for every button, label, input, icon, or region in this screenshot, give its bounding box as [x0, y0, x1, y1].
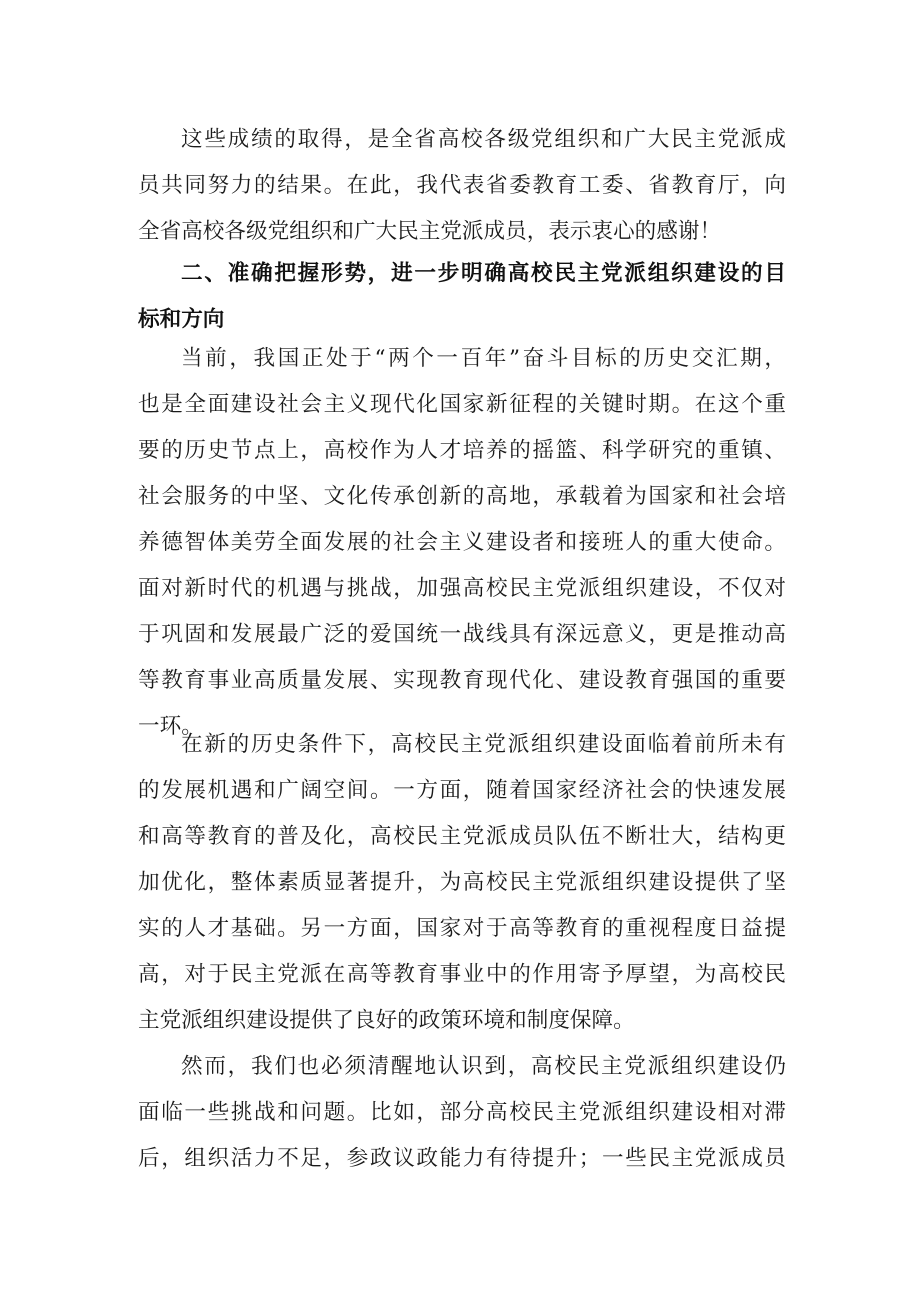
heading-line: 标和方向: [138, 307, 225, 332]
paragraph-3: [138, 722, 786, 1044]
paragraph-line: 全省高校各级党组织和广大民主党派成员，表示衷心的感谢！: [138, 219, 722, 244]
paragraph-line: 社会服务的中坚、文化传承创新的高地，承载着为国家和社会培: [138, 484, 786, 509]
paragraph-line: 当前，我国正处于“两个一百年”奋斗目标的历史交汇期，: [181, 346, 786, 371]
paragraph-line: 面临一些挑战和问题。比如，部分高校民主党派组织建设相对滞: [138, 1100, 786, 1125]
paragraph-line: 员共同努力的结果。在此，我代表省委教育工委、省教育厅，向: [138, 173, 786, 198]
paragraph-line: 等教育事业高质量发展、实现教育现代化、建设教育强国的重要: [138, 668, 786, 693]
paragraph-line: 的发展机遇和广阔空间。一方面，随着国家经济社会的快速发展: [138, 778, 786, 803]
paragraph-line: 要的历史节点上，高校作为人才培养的摇篮、科学研究的重镇、: [138, 438, 786, 463]
paragraph-line: 加优化，整体素质显著提升，为高校民主党派组织建设提供了坚: [138, 870, 786, 895]
paragraph-line: 主党派组织建设提供了良好的政策环境和制度保障。: [138, 1008, 635, 1033]
paragraph-line: 也是全面建设社会主义现代化国家新征程的关键时期。在这个重: [138, 392, 786, 417]
paragraph-line: 高，对于民主党派在高等教育事业中的作用寄予厚望，为高校民: [138, 962, 786, 987]
heading-line: 二、准确把握形势，进一步明确高校民主党派组织建设的目: [181, 261, 786, 286]
paragraph-line: 面对新时代的机遇与挑战，加强高校民主党派组织建设，不仅对: [138, 576, 786, 601]
paragraph-line: 于巩固和发展最广泛的爱国统一战线具有深远意义，更是推动高: [138, 622, 786, 647]
paragraph-2: [138, 336, 786, 750]
paragraph-1: [138, 117, 786, 255]
paragraph-line: 然而，我们也必须清醒地认识到，高校民主党派组织建设仍: [181, 1054, 786, 1079]
paragraph-line: 和高等教育的普及化，高校民主党派成员队伍不断壮大，结构更: [138, 824, 786, 849]
paragraph-4: [138, 1044, 786, 1182]
paragraph-line: 在新的历史条件下，高校民主党派组织建设面临着前所未有: [181, 732, 786, 757]
paragraph-line: 后，组织活力不足，参政议政能力有待提升；一些民主党派成员: [138, 1146, 786, 1171]
paragraph-line: 养德智体美劳全面发展的社会主义建设者和接班人的重大使命。: [138, 530, 786, 555]
paragraph-line: 实的人才基础。另一方面，国家对于高等教育的重视程度日益提: [138, 916, 786, 941]
section-heading: [138, 251, 786, 343]
paragraph-line: 一环。: [138, 714, 203, 739]
paragraph-line: 这些成绩的取得，是全省高校各级党组织和广大民主党派成: [181, 127, 786, 152]
